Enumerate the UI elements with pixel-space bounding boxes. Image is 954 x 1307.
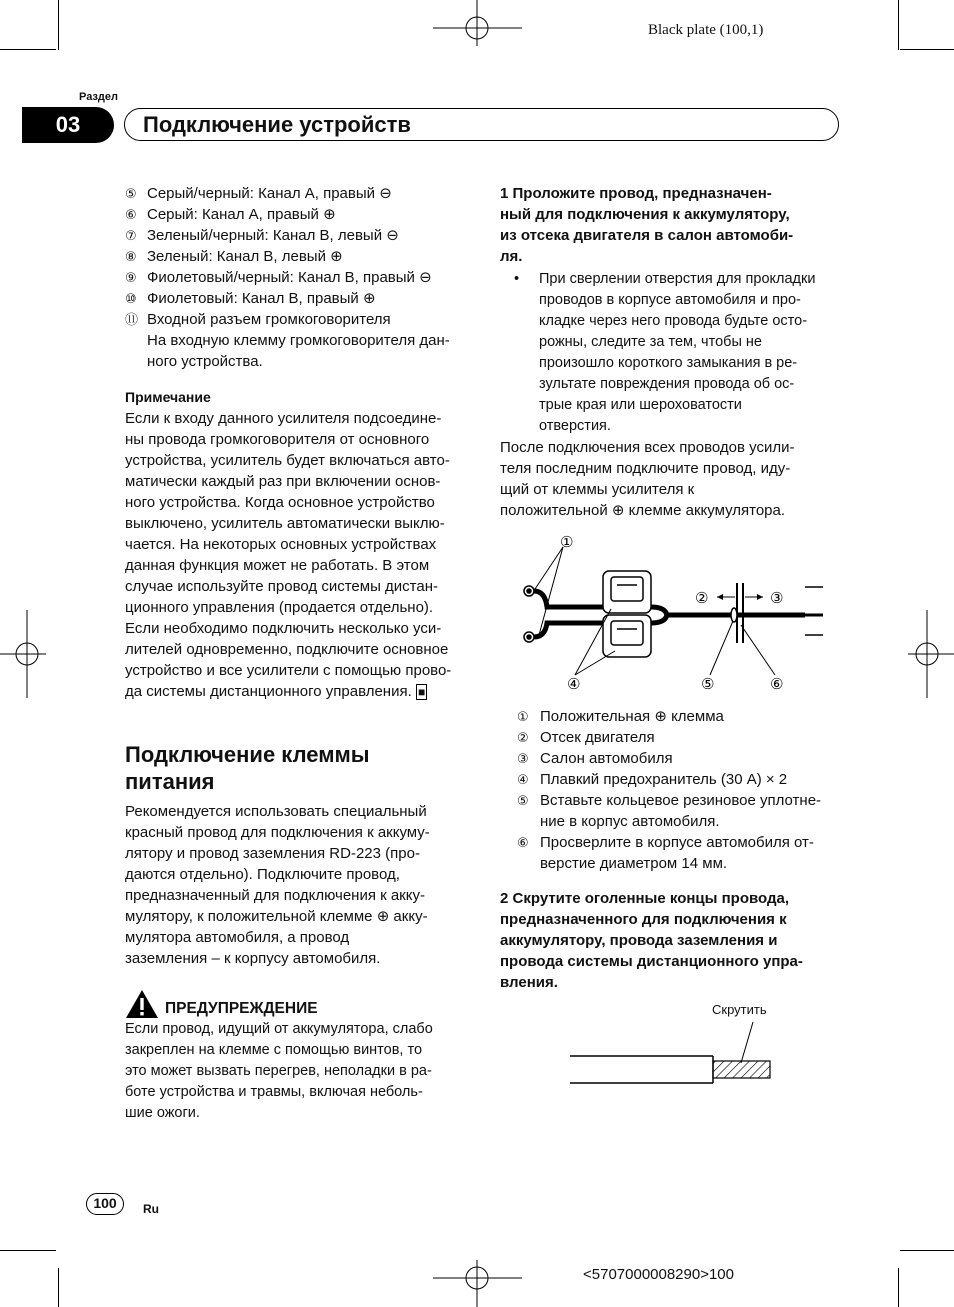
- legend-item: ③ Салон автомобиля: [517, 750, 673, 767]
- list-item: ⑩ Фиолетовый: Канал B, правый ⊕: [125, 290, 376, 307]
- diagram-legend: [517, 706, 847, 874]
- section-title: Подключение устройств: [124, 108, 839, 141]
- list-item-description: На входную клемму громкоговорителя дан- ного устройства.: [147, 332, 450, 370]
- list-item: ⑪ Входной разъем громкоговорителя: [125, 311, 391, 328]
- diagram-label-6: ⑥: [770, 676, 784, 693]
- battery-wiring-diagram: [505, 525, 835, 700]
- legend-item: ⑤ Вставьте кольцевое резиновое уплотне- ние в корпус автомобиля.: [517, 792, 822, 830]
- section-label: Раздел: [79, 91, 118, 103]
- legend-item: ⑥ Просверлите в корпусе автомобиля от- верстие диаметром 14 мм.: [517, 834, 814, 872]
- right-column: [500, 183, 845, 521]
- page-number: 100: [86, 1193, 124, 1215]
- warning-heading: ПРЕДУПРЕЖДЕНИЕ: [165, 1000, 318, 1017]
- legend-item: ④ Плавкий предохранитель (30 А) × 2: [517, 771, 788, 788]
- document-code: <5707000008290>100: [583, 1266, 734, 1283]
- bullet-note: • При сверлении отверстия для прокладки проводов в корпусе автомобиля и про- кладке через него провода будьте осто- рожны, следите за тем, чтобы не произошло короткого замыкания в ре- зультате повреждения провода об ос- трые края или шероховатости отверстия.: [514, 271, 816, 434]
- list-item: ⑧ Зеленый: Канал B, левый ⊕: [125, 248, 343, 265]
- twist-label: Скрутить: [712, 1002, 767, 1017]
- diagram-label-5: ⑤: [701, 676, 715, 693]
- legend-item: ① Положительная ⊕ клемма: [517, 708, 724, 725]
- bullet-icon: •: [514, 271, 520, 287]
- note-heading: Примечание: [125, 389, 211, 405]
- diagram-label-4: ④: [567, 676, 581, 693]
- legend-item: ② Отсек двигателя: [517, 729, 655, 746]
- plate-label: Black plate (100,1): [648, 22, 764, 38]
- twist-wire-diagram: [565, 1016, 780, 1088]
- step-2: 2 Скрутите оголенные концы провода, предназначенного для подключения к аккумулятору, провода заземления и провода системы дистанционного упра- вления.: [500, 890, 803, 991]
- note-text: Если к входу данного усилителя подсоедине- ны провода громкоговорителя от основного устройства, усилитель будет включаться авто- матически каждый раз при включении основ- ного устройства. Когда основное устройство выключено, усилитель автоматически выклю- чается. На некоторых основных устройствах данная функция может не работать. В этом случае используйте провод системы дистан- ционного управления (продается отдельно). Если необходимо подключить несколько уси- лителей одновременно, подключите основное устройство и все усилители с помощью прово- да системы дистанционного управления. ■: [125, 410, 452, 700]
- list-item: ⑥ Серый: Канал A, правый ⊕: [125, 206, 336, 223]
- warning-text: Если провод, идущий от аккумулятора, слабо закреплен на клемме с помощью винтов, то это может вызвать перегрев, неполадки в ра- боте устройства и травмы, включая неболь- шие ожоги.: [125, 1021, 433, 1121]
- diagram-label-1: ①: [560, 534, 574, 551]
- section-heading: Подключение клеммы питания: [125, 742, 370, 794]
- list-item: ⑦ Зеленый/черный: Канал B, левый ⊖: [125, 227, 399, 244]
- section-body: Рекомендуется использовать специальный красный провод для подключения к аккуму- лятору и провод заземления RD-223 (про- даются отдельно). Подключите провод, предназначенный для подключения к акку- мулятору, к положительной клемме ⊕ акку- мулятора автомобиля, а провод заземления – к корпусу автомобиля.: [125, 803, 430, 967]
- wire-list: [125, 183, 470, 372]
- end-mark-icon: ■: [417, 685, 426, 699]
- diagram-label-2: ②: [695, 590, 709, 607]
- after-text: После подключения всех проводов усили- теля последним подключите провод, иду- щий от клеммы усилителя к положительной ⊕ клемме аккумулятора.: [500, 439, 795, 519]
- language-code: Ru: [143, 1202, 159, 1216]
- left-column: [125, 183, 470, 1124]
- list-item: ⑤ Серый/черный: Канал A, правый ⊖: [125, 185, 392, 202]
- step-1: 1 Проложите провод, предназначен- ный для подключения к аккумулятору, из отсека двигателя в салон автомоби- ля.: [500, 185, 794, 265]
- list-item: ⑨ Фиолетовый/черный: Канал B, правый ⊖: [125, 269, 432, 286]
- section-number-badge: 03: [22, 107, 114, 143]
- diagram-label-3: ③: [770, 590, 784, 607]
- warning-heading-row: [125, 989, 470, 1019]
- warning-icon: [125, 989, 159, 1019]
